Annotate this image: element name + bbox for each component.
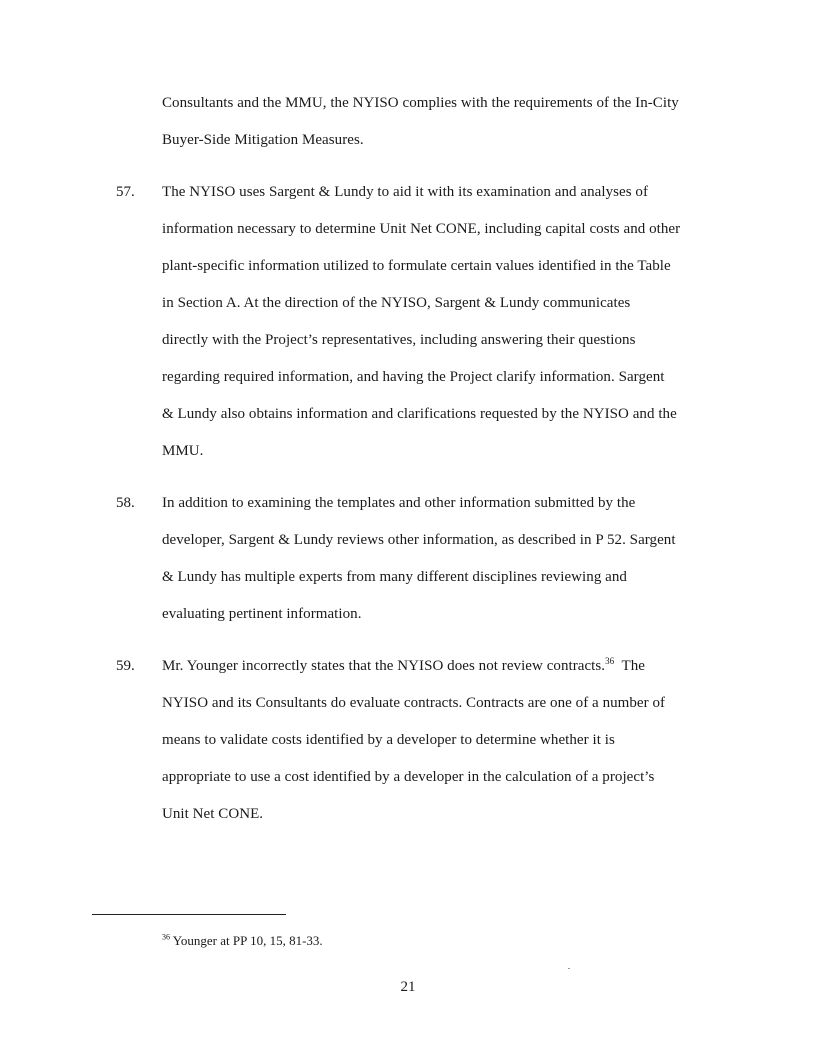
intro-line-1: Consultants and the MMU, the NYISO complies with the requirements of the In-City bbox=[162, 95, 679, 111]
footnote-36 bbox=[162, 933, 323, 949]
footnote-separator bbox=[92, 914, 286, 915]
footnote-number: 36 bbox=[162, 932, 170, 942]
paragraph-57-line-5: directly with the Project’s representatives, including answering their questions bbox=[162, 332, 636, 348]
paragraph-58-line-2: developer, Sargent & Lundy reviews other information, as described in P 52. Sargent bbox=[162, 532, 676, 548]
intro-line-2: Buyer-Side Mitigation Measures. bbox=[162, 132, 364, 148]
paragraph-57-line-3: plant-specific information utilized to formulate certain values identified in the Table bbox=[162, 258, 671, 274]
paragraph-number-59: 59. bbox=[116, 658, 135, 674]
paragraph-58-line-3: & Lundy has multiple experts from many different disciplines reviewing and bbox=[162, 569, 627, 585]
paragraph-59-line-5: Unit Net CONE. bbox=[162, 806, 264, 822]
paragraph-57-line-8: MMU. bbox=[162, 443, 204, 459]
paragraph-59-line-1-text: Mr. Younger incorrectly states that the NYISO does not review contracts. bbox=[162, 658, 606, 674]
paragraph-59-line-4: appropriate to use a cost identified by a developer in the calculation of a project’s bbox=[162, 769, 655, 785]
paragraph-58-line-4: evaluating pertinent information. bbox=[162, 606, 362, 622]
scan-speck bbox=[568, 968, 570, 969]
paragraph-57-line-6: regarding required information, and having the Project clarify information. Sargent bbox=[162, 369, 665, 385]
paragraph-57-line-4: in Section A. At the direction of the NYISO, Sargent & Lundy communicates bbox=[162, 295, 631, 311]
footnote-reference-36: 36 bbox=[605, 656, 615, 666]
paragraph-57-line-2: information necessary to determine Unit Net CONE, including capital costs and other bbox=[162, 221, 681, 237]
paragraph-57-line-1: The NYISO uses Sargent & Lundy to aid it with its examination and analyses of bbox=[162, 184, 648, 200]
paragraph-59-line-2: NYISO and its Consultants do evaluate contracts. Contracts are one of a number of bbox=[162, 695, 666, 711]
paragraph-59-line-1 bbox=[162, 657, 645, 675]
paragraph-number-58: 58. bbox=[116, 495, 135, 511]
paragraph-57-line-7: & Lundy also obtains information and clarifications requested by the NYISO and the bbox=[162, 406, 677, 422]
paragraph-59-line-1-tail: The bbox=[614, 658, 646, 674]
paragraph-number-57: 57. bbox=[116, 184, 135, 200]
paragraph-58-line-1: In addition to examining the templates and other information submitted by the bbox=[162, 495, 636, 511]
paragraph-59-line-3: means to validate costs identified by a developer to determine whether it is bbox=[162, 732, 615, 748]
footnote-text: Younger at PP 10, 15, 81-33. bbox=[170, 933, 323, 948]
page-number: 21 bbox=[400, 979, 416, 995]
